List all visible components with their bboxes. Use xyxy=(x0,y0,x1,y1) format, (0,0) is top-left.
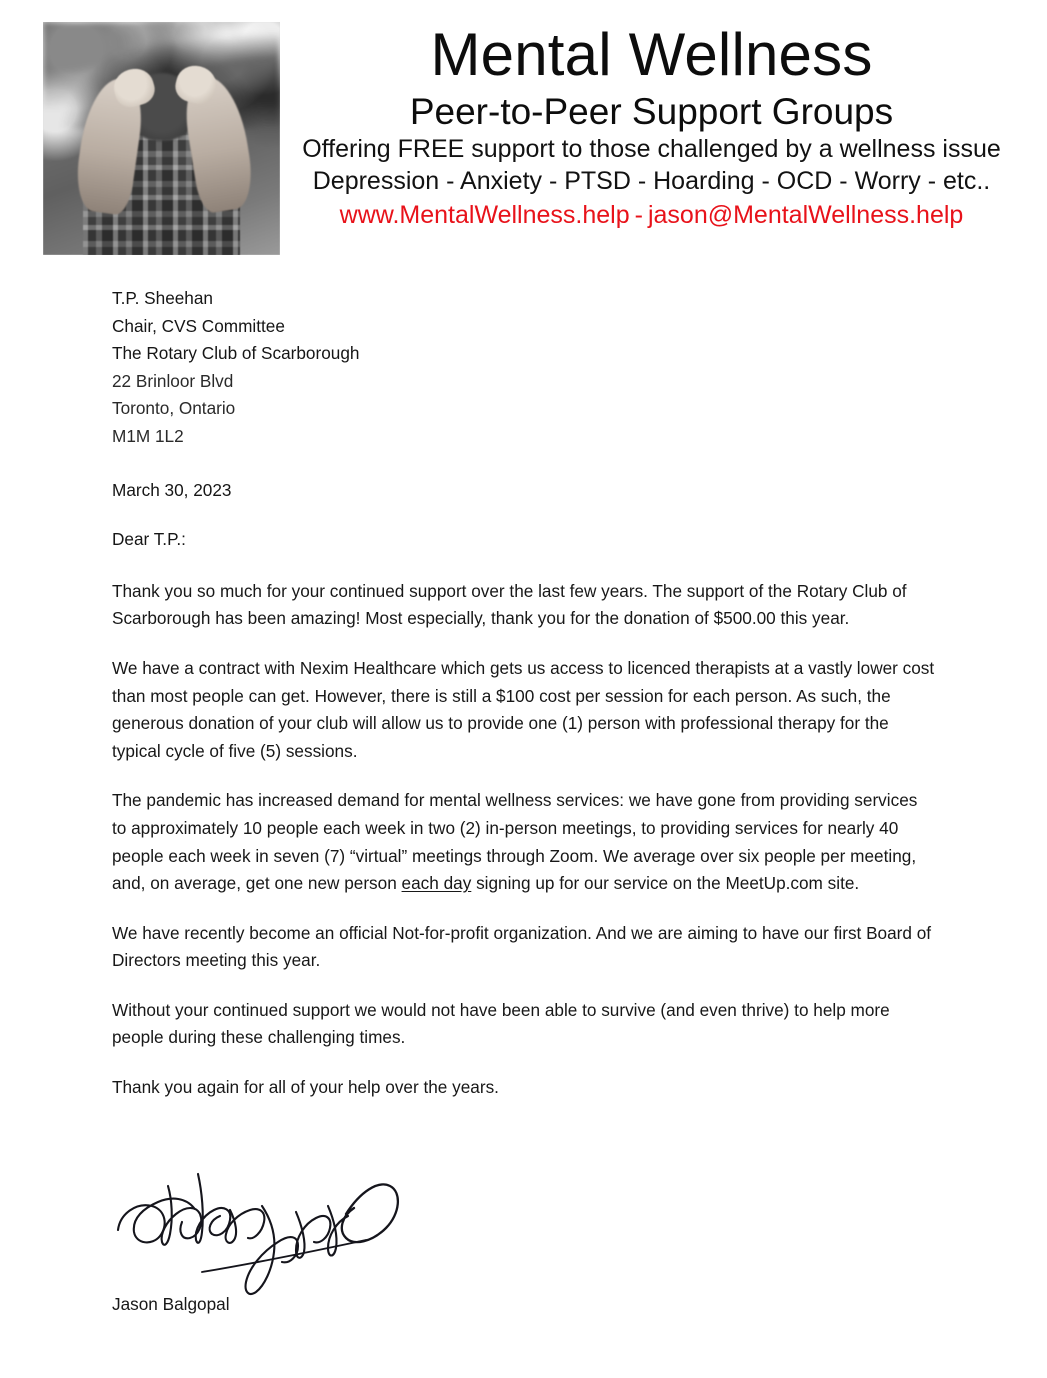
organization-subtitle: Peer-to-Peer Support Groups xyxy=(409,91,894,132)
paragraph-3-text-after: signing up for our service on the MeetUp.com site. xyxy=(471,873,860,894)
letterhead xyxy=(0,0,1047,262)
letterhead-text-block xyxy=(296,22,1007,232)
spacer xyxy=(112,765,936,787)
spacer xyxy=(112,554,936,578)
recipient-street: 22 Brinloor Blvd xyxy=(112,370,234,391)
body-paragraph-6: Thank you again for all of your help over the years. xyxy=(112,1077,499,1098)
spacer xyxy=(112,451,936,477)
spacer xyxy=(112,898,936,920)
recipient-address-block xyxy=(112,285,936,451)
email-link[interactable]: jason@MentalWellness.help xyxy=(647,201,964,229)
signer-name: Jason Balgopal xyxy=(112,1294,230,1314)
tagline-conditions: Depression - Anxiety - PTSD - Hoarding - OCD - Worry - etc.. xyxy=(312,167,991,195)
contact-separator: - xyxy=(634,201,643,229)
spacer xyxy=(112,633,936,655)
contact-line xyxy=(296,199,1007,232)
recipient-postal-code: M1M 1L2 xyxy=(112,425,184,446)
recipient-organization: The Rotary Club of Scarborough xyxy=(112,343,360,364)
recipient-role: Chair, CVS Committee xyxy=(112,315,285,336)
body-paragraph-2: We have a contract with Nexim Healthcare which gets us access to licenced therapists at a vastly lower cost than most people can get. However, there is still a $100 cost per session for each person. As such, the generous donation of your club will allow us to provide one (1) person with professional therapy for the typical cycle of five (5) sessions. xyxy=(112,657,935,761)
letter-date: March 30, 2023 xyxy=(112,479,232,500)
letter-salutation: Dear T.P.: xyxy=(112,529,186,550)
body-paragraph-3 xyxy=(112,787,936,897)
spacer xyxy=(112,504,936,526)
body-paragraph-4: We have recently become an official Not-for-profit organization. And we are aiming to have our first Board of Directors meeting this year. xyxy=(112,922,932,971)
organization-title: Mental Wellness xyxy=(430,21,873,88)
paragraph-3-text-before: The pandemic has increased demand for mental wellness services: we have gone from providing services to approximately 10 people each week in two (2) in-person meetings, to providing services for nearly 40 people each week in seven (7) “virtual” meetings through Zoom. We average over six people per meeting, and, on average, get one new person xyxy=(112,790,918,894)
body-paragraph-1: Thank you so much for your continued support over the last few years. The support of the Rotary Club of Scarborough has been amazing! Most especially, thank you for the donation of $500.00 this year. xyxy=(112,580,907,629)
body-paragraph-5: Without your continued support we would not have been able to survive (and even thrive) to help more people during these challenging times. xyxy=(112,999,890,1048)
website-link[interactable]: www.MentalWellness.help xyxy=(339,201,630,229)
spacer xyxy=(112,975,936,997)
letterhead-photo xyxy=(43,22,280,255)
recipient-city: Toronto, Ontario xyxy=(112,398,236,419)
letter-body xyxy=(112,285,936,1102)
tagline-primary: Offering FREE support to those challenged by a wellness issue xyxy=(302,135,1001,163)
paragraph-3-emphasis: each day xyxy=(401,873,472,894)
recipient-name: T.P. Sheehan xyxy=(112,288,213,308)
spacer xyxy=(112,1052,936,1074)
